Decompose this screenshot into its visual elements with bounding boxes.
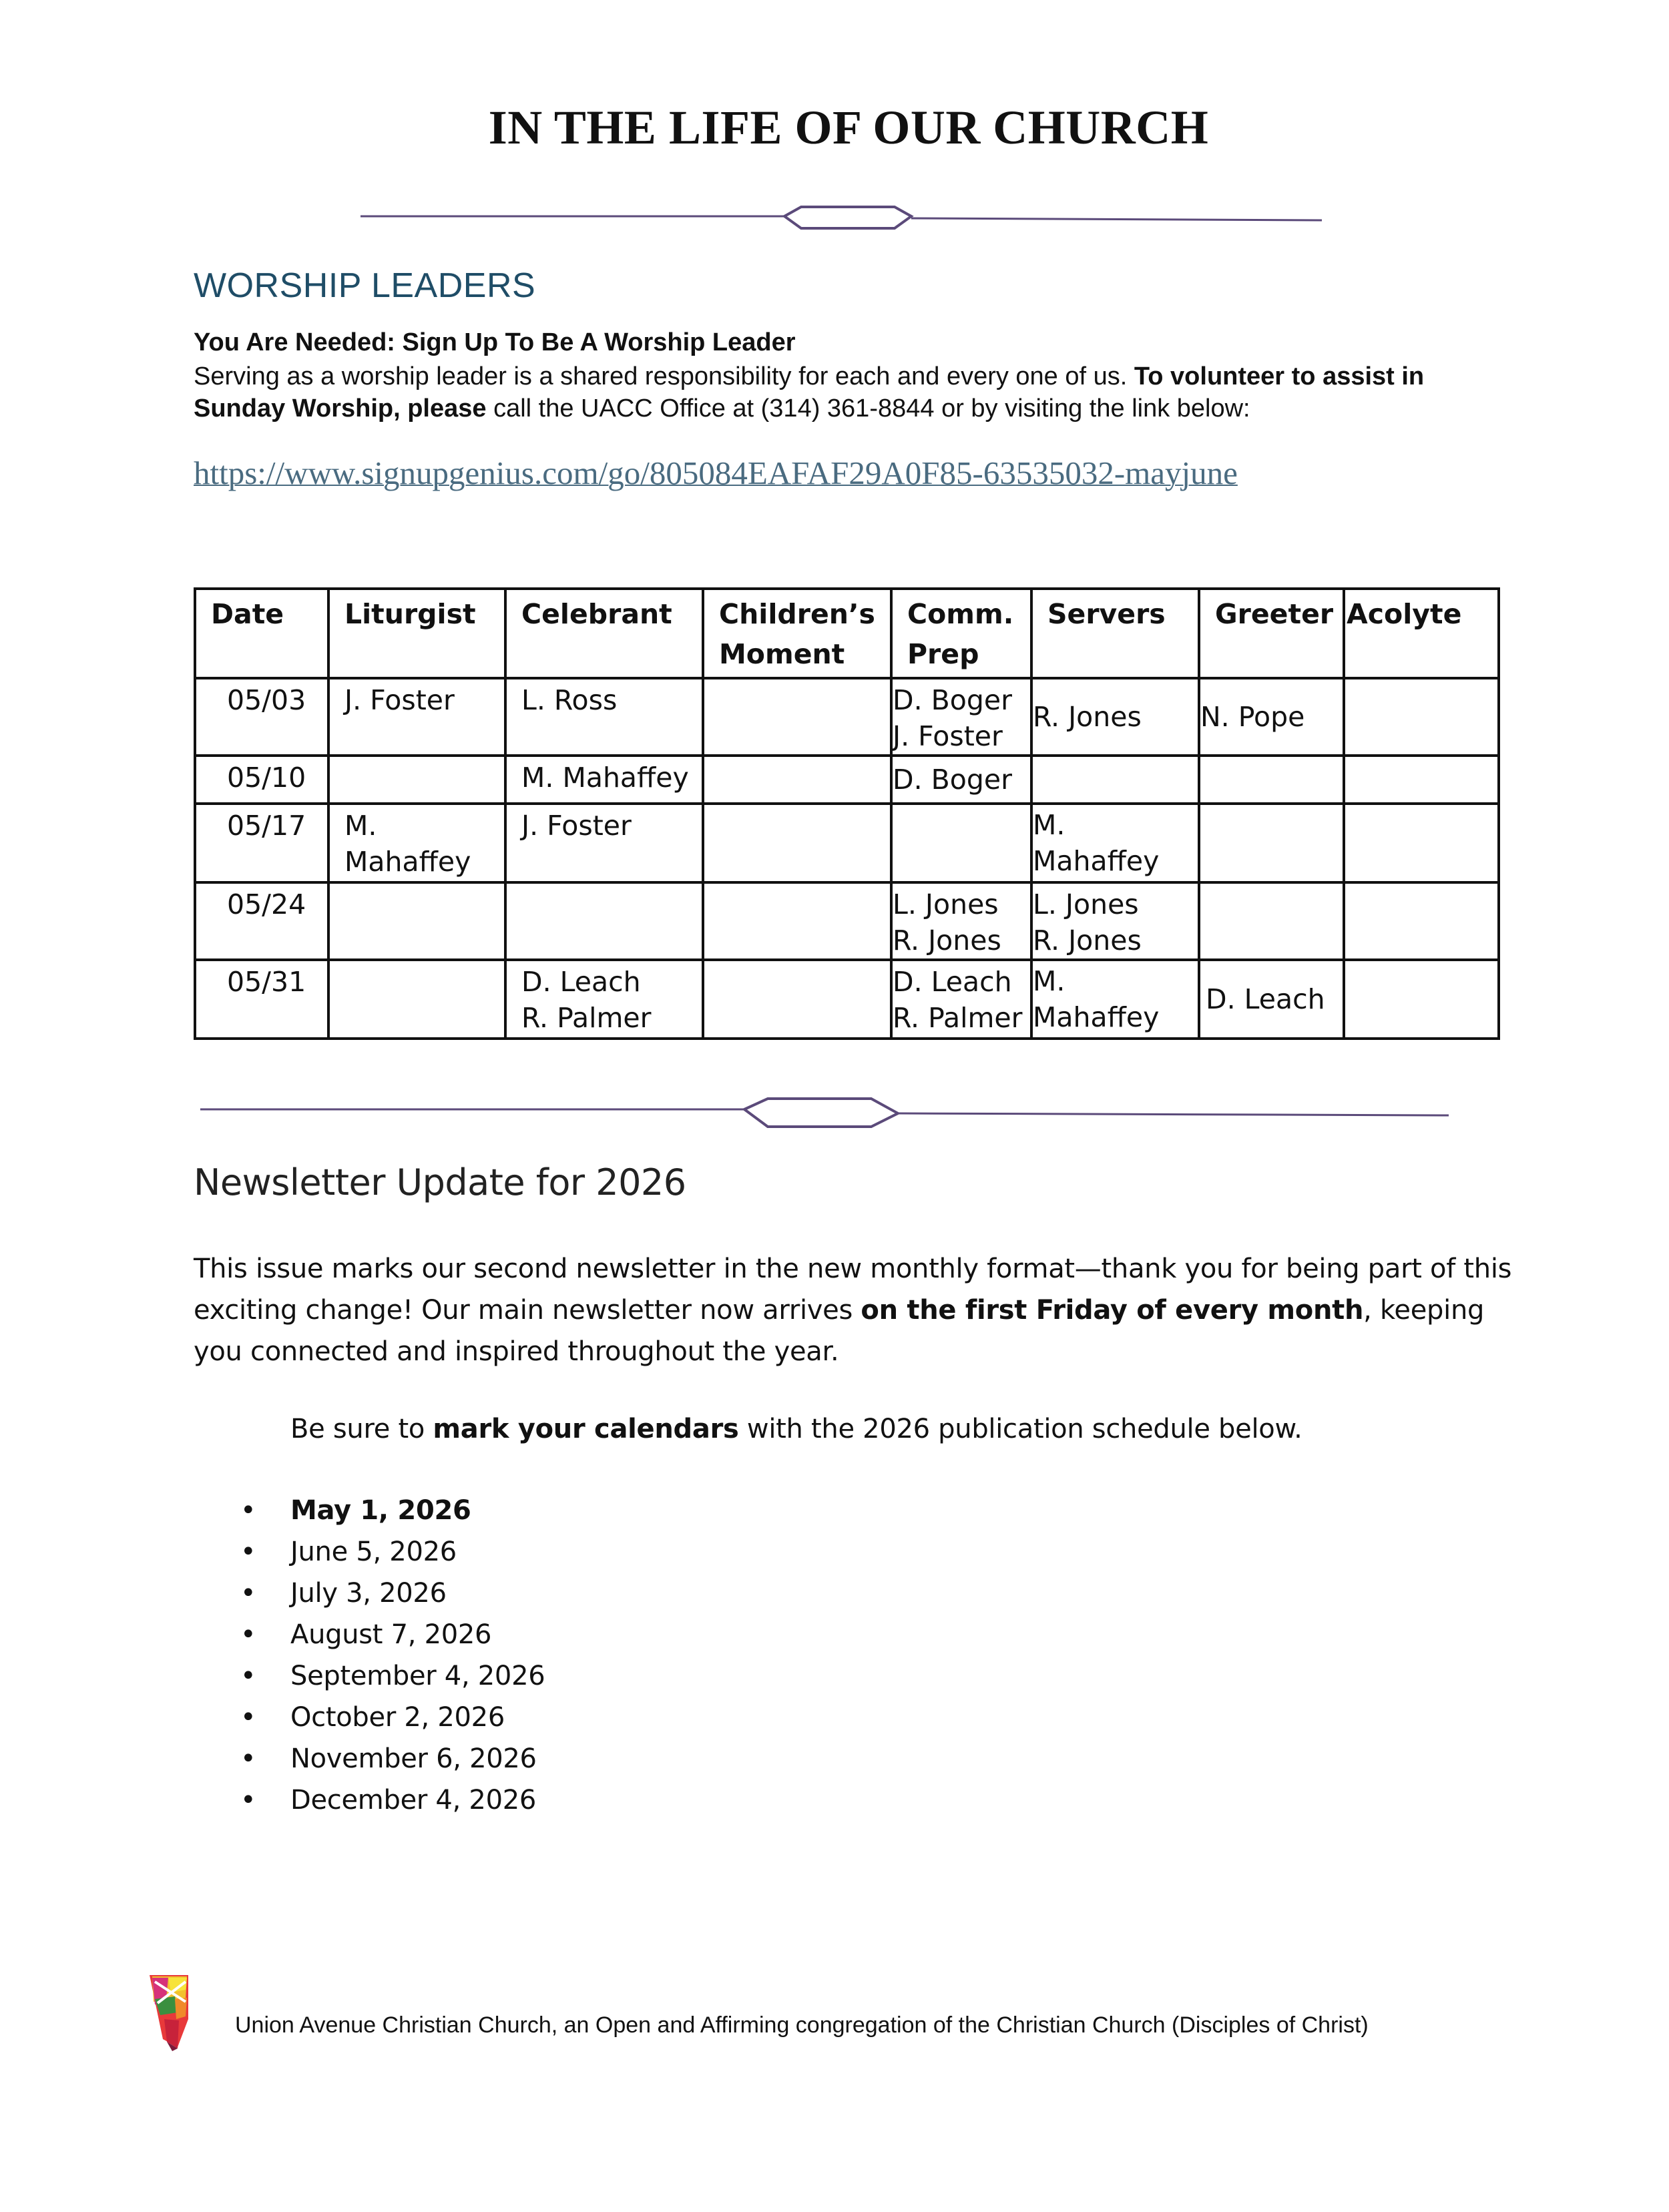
cell-line: D. Boger [893, 684, 1012, 716]
cell-line: J. Foster [893, 720, 1003, 752]
table-row [195, 882, 1499, 960]
bullet-icon: • [240, 1619, 256, 1650]
header-servers: Servers [1031, 589, 1199, 678]
cell-acolyte [1344, 882, 1499, 960]
cell-childrens-moment [703, 804, 891, 882]
header-greeter: Greeter [1199, 589, 1344, 678]
publication-date: September 4, 2026 [290, 1661, 545, 1691]
cell-date: 05/17 [195, 804, 328, 882]
cell-acolyte [1344, 756, 1499, 804]
cell-celebrant: L. Ross [505, 678, 703, 756]
cell-acolyte [1344, 678, 1499, 756]
cell-liturgist: J. Foster [328, 678, 505, 756]
cell-childrens-moment [703, 960, 891, 1039]
cell-comm-prep [891, 756, 1031, 804]
list-item [240, 1531, 545, 1573]
publication-date: July 3, 2026 [290, 1578, 447, 1609]
cell-line: D. Leach [893, 966, 1012, 998]
cell-servers: L. Jones R. Jones [1031, 882, 1199, 960]
list-item [240, 1655, 545, 1697]
cell-childrens-moment [703, 756, 891, 804]
cell-acolyte [1344, 804, 1499, 882]
bullet-icon: • [240, 1785, 256, 1816]
list-item [240, 1614, 545, 1655]
cell-date: 05/10 [195, 756, 328, 804]
cell-greeter [1199, 756, 1344, 804]
signup-link[interactable]: https://www.signupgenius.com/go/805084EAFAF29A0F85-63535032-mayjune [194, 455, 1238, 491]
cell-greeter [1199, 882, 1344, 960]
cell-liturgist [328, 756, 505, 804]
cell-date: 05/03 [195, 678, 328, 756]
bullet-icon: • [240, 1702, 256, 1733]
list-item [240, 1490, 545, 1531]
publication-date: May 1, 2026 [290, 1495, 471, 1526]
calendar-text-1: Be sure to [290, 1414, 433, 1444]
publication-date: October 2, 2026 [290, 1702, 505, 1733]
cell-greeter: N. Pope [1199, 678, 1344, 756]
cell-celebrant: D. Leach R. Palmer [505, 960, 703, 1039]
cell-comm-prep [891, 804, 1031, 882]
worship-text-bold: To volunteer to assist in Sunday Worship, please [194, 362, 1425, 423]
ornamental-divider-middle [200, 1095, 1469, 1135]
worship-schedule-table [194, 587, 1500, 1040]
calendar-text-2: with the 2026 publication schedule below. [738, 1414, 1302, 1444]
worship-text-1: Serving as a worship leader is a shared responsibility for each and every one of us. [194, 362, 1134, 390]
table-row [195, 960, 1499, 1039]
worship-paragraph [194, 360, 1522, 425]
cell-servers: R. Jones [1031, 678, 1199, 756]
table-header-row [195, 589, 1499, 678]
publication-date: December 4, 2026 [290, 1785, 537, 1816]
cell-celebrant: J. Foster [505, 804, 703, 882]
cell-line: D. Boger [893, 764, 1012, 796]
newsletter-paragraph [194, 1248, 1522, 1372]
bullet-icon: • [240, 1743, 256, 1774]
publication-date: August 7, 2026 [290, 1619, 492, 1650]
cell-childrens-moment [703, 678, 891, 756]
bullet-icon: • [240, 1537, 256, 1567]
header-comm-prep: Comm. Prep [891, 589, 1031, 678]
newsletter-text-bold: on the first Friday of every month [861, 1295, 1364, 1326]
cell-comm-prep [891, 960, 1031, 1039]
calendar-text-bold: mark your calendars [433, 1414, 739, 1444]
footer-church-statement: Union Avenue Christian Church, an Open and Affirming congregation of the Christian Church (Disciples of Christ) [235, 2012, 1369, 2038]
cell-acolyte [1344, 960, 1499, 1039]
cell-comm-prep [891, 882, 1031, 960]
chalice-logo-icon [148, 1972, 208, 2052]
bullet-icon: • [240, 1578, 256, 1609]
header-childrens-moment: Children’s Moment [703, 589, 891, 678]
table-row [195, 756, 1499, 804]
publication-date: June 5, 2026 [290, 1537, 457, 1567]
table-row [195, 804, 1499, 882]
cell-servers: M. Mahaffey [1031, 804, 1199, 882]
cell-line: R. Jones [893, 924, 1001, 956]
cell-liturgist [328, 960, 505, 1039]
newsletter-text-1: This issue marks our second newsletter in the new monthly format—thank you for being part of this exciting change! Our main newsletter now arrives [194, 1254, 1512, 1326]
cell-date: 05/31 [195, 960, 328, 1039]
header-liturgist: Liturgist [328, 589, 505, 678]
cell-comm-prep [891, 678, 1031, 756]
cell-greeter [1199, 804, 1344, 882]
table-row [195, 678, 1499, 756]
cell-celebrant: M. Mahaffey [505, 756, 703, 804]
header-date: Date [195, 589, 328, 678]
list-item [240, 1738, 545, 1779]
cell-liturgist: M. Mahaffey [328, 804, 505, 882]
newsletter-text-2: , keeping you connected and inspired throughout the year. [194, 1295, 1485, 1367]
publication-date: November 6, 2026 [290, 1743, 537, 1774]
bullet-icon: • [240, 1495, 256, 1526]
cell-servers: M. Mahaffey [1031, 960, 1199, 1039]
cell-childrens-moment [703, 882, 891, 960]
cell-celebrant [505, 882, 703, 960]
list-item [240, 1697, 545, 1738]
header-celebrant: Celebrant [505, 589, 703, 678]
worship-text-2: call the UACC Office at (314) 361-8844 or by visiting the link below: [486, 394, 1250, 423]
list-item [240, 1779, 545, 1821]
cell-date: 05/24 [195, 882, 328, 960]
header-acolyte: Acolyte [1344, 589, 1499, 678]
cell-line: L. Jones [893, 888, 999, 920]
page-title: IN THE LIFE OF OUR CHURCH [488, 101, 1209, 154]
ornamental-divider-top [361, 200, 1335, 236]
signup-call-heading: You Are Needed: Sign Up To Be A Worship Leader [194, 328, 796, 356]
section-heading-worship: WORSHIP LEADERS [194, 266, 536, 305]
section-heading-newsletter: Newsletter Update for 2026 [194, 1161, 686, 1203]
cell-greeter: D. Leach [1199, 960, 1344, 1039]
cell-liturgist [328, 882, 505, 960]
list-item [240, 1573, 545, 1614]
cell-servers [1031, 756, 1199, 804]
calendar-reminder [290, 1414, 1302, 1444]
bullet-icon: • [240, 1661, 256, 1691]
cell-line: R. Palmer [893, 1002, 1023, 1034]
publication-dates-list [240, 1490, 545, 1821]
